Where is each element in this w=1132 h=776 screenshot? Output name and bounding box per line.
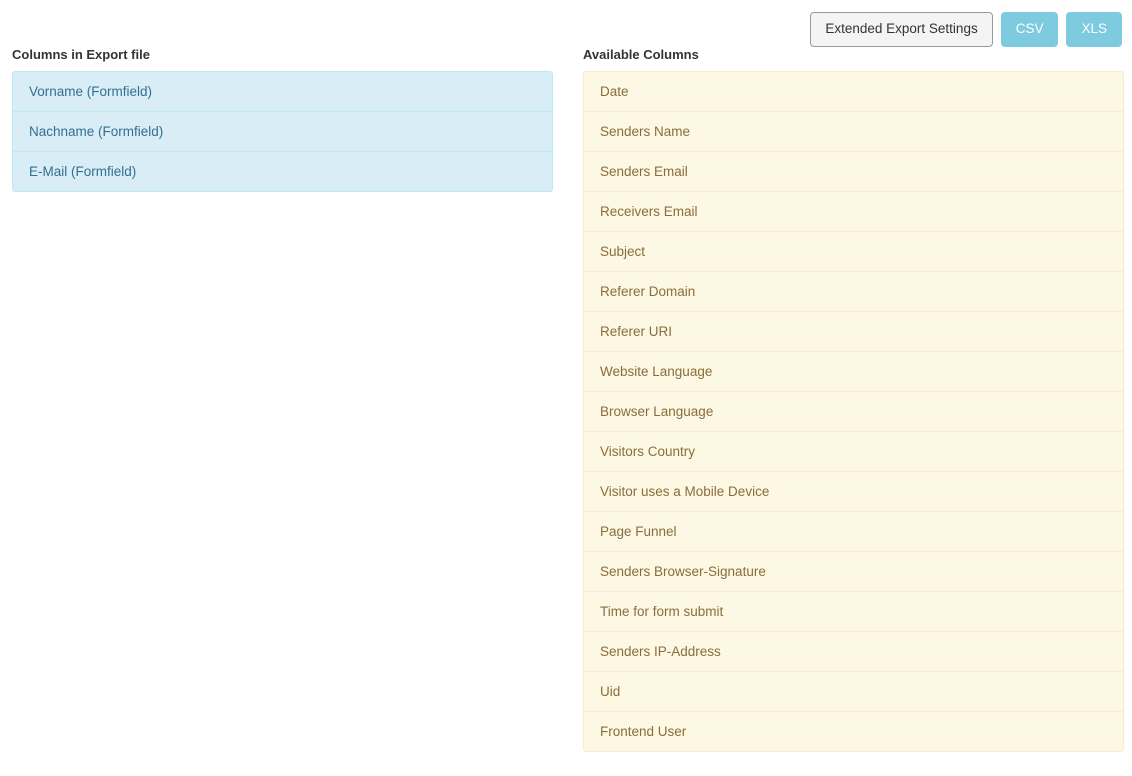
export-toolbar: [810, 12, 1122, 47]
list-item[interactable]: Senders Name: [583, 111, 1124, 151]
list-item[interactable]: Visitor uses a Mobile Device: [583, 471, 1124, 511]
list-item[interactable]: Senders Browser-Signature: [583, 551, 1124, 591]
available-columns-panel: [583, 47, 1124, 752]
list-item[interactable]: Frontend User: [583, 711, 1124, 752]
list-item[interactable]: Receivers Email: [583, 191, 1124, 231]
available-columns-list[interactable]: [583, 71, 1124, 752]
list-item[interactable]: Browser Language: [583, 391, 1124, 431]
list-item[interactable]: Vorname (Formfield): [12, 71, 553, 111]
export-csv-button[interactable]: CSV: [1001, 12, 1059, 47]
list-item[interactable]: Uid: [583, 671, 1124, 711]
selected-columns-title: Columns in Export file: [12, 47, 150, 62]
list-item[interactable]: Senders IP-Address: [583, 631, 1124, 671]
list-item[interactable]: Subject: [583, 231, 1124, 271]
list-item[interactable]: Referer Domain: [583, 271, 1124, 311]
list-item[interactable]: Page Funnel: [583, 511, 1124, 551]
list-item[interactable]: Visitors Country: [583, 431, 1124, 471]
available-columns-title: Available Columns: [583, 47, 699, 62]
list-item[interactable]: Date: [583, 71, 1124, 111]
extended-export-settings-button[interactable]: Extended Export Settings: [810, 12, 992, 47]
list-item[interactable]: Time for form submit: [583, 591, 1124, 631]
list-item[interactable]: Referer URI: [583, 311, 1124, 351]
list-item[interactable]: E-Mail (Formfield): [12, 151, 553, 192]
list-item[interactable]: Senders Email: [583, 151, 1124, 191]
export-xls-button[interactable]: XLS: [1066, 12, 1122, 47]
selected-columns-list[interactable]: [12, 71, 553, 192]
list-item[interactable]: Nachname (Formfield): [12, 111, 553, 151]
selected-columns-panel: [12, 47, 553, 192]
list-item[interactable]: Website Language: [583, 351, 1124, 391]
